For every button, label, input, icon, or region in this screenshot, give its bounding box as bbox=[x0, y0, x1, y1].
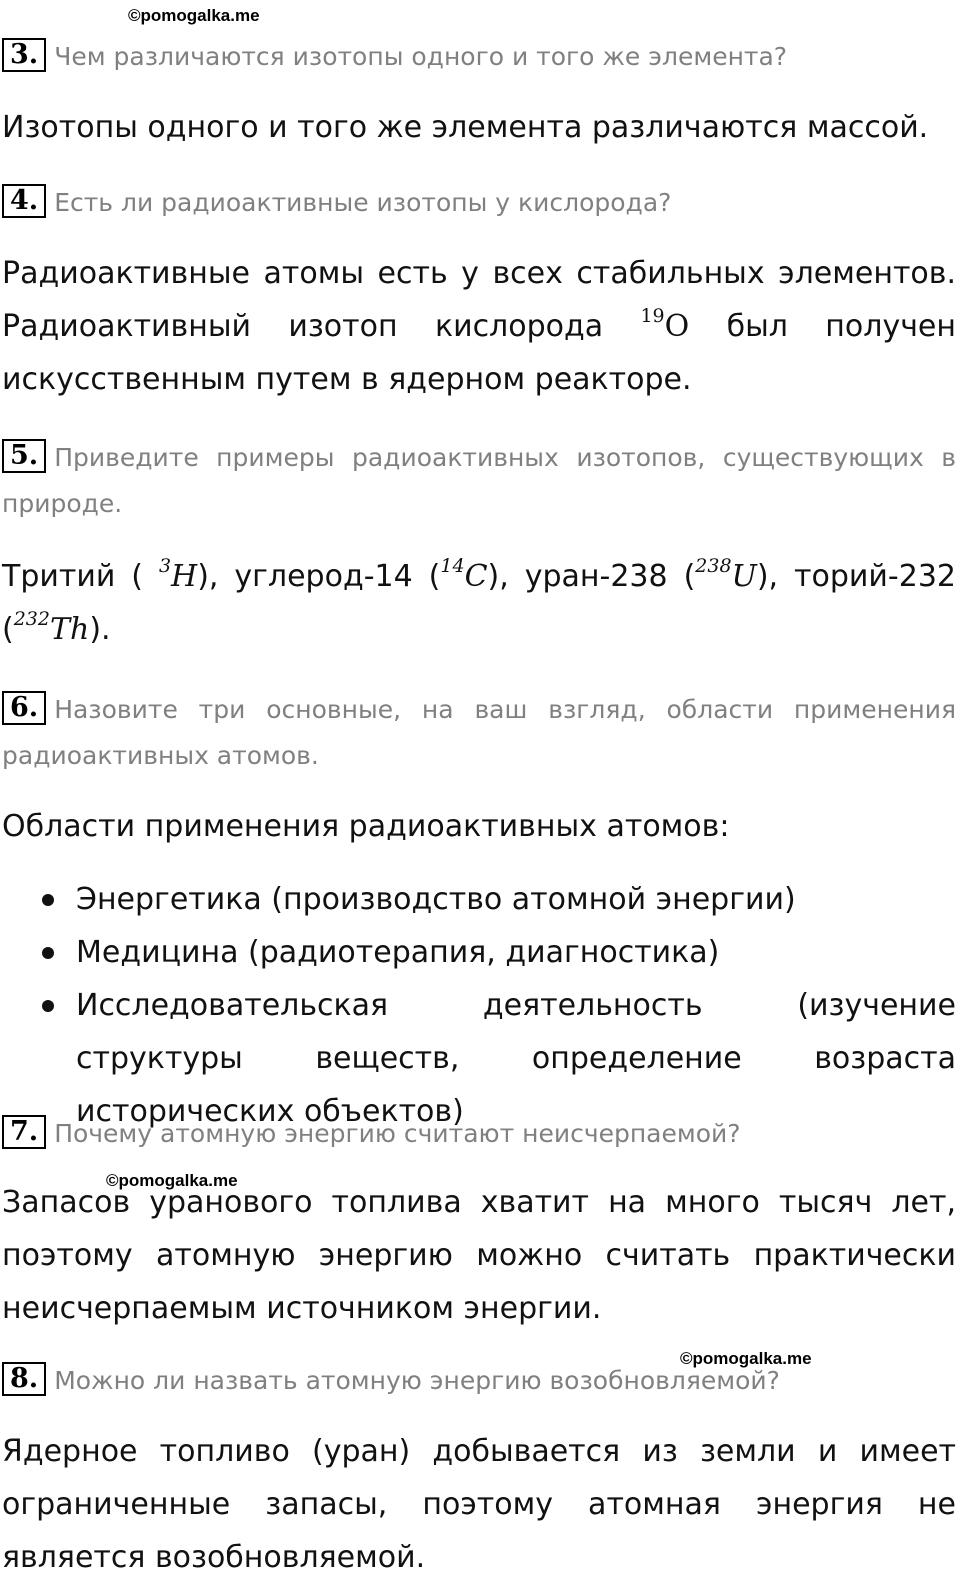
isotope-c14: $^{14}$C bbox=[440, 555, 488, 594]
list-item: Исследовательская деятельность (изучение структуры веществ, определение возраста исторических объектов) bbox=[2, 979, 956, 1138]
list-item: Медицина (радиотерапия, диагностика) bbox=[2, 926, 956, 979]
answer-7: Запасов уранового топлива хватит на много тысяч лет, поэтому атомную энергию можно считать практически неисчерпаемым источником энергии. bbox=[2, 1185, 956, 1326]
isotope-th232: $^{232}$Th bbox=[13, 608, 90, 647]
bullet-icon bbox=[42, 1000, 54, 1012]
answer-6-intro: Области применения радиоактивных атомов: bbox=[2, 809, 730, 844]
question-5 bbox=[2, 435, 956, 527]
question-block-5 bbox=[2, 435, 956, 527]
isotope-u238: $^{238}$U bbox=[695, 555, 757, 594]
answer-text: Радиоактивные атомы есть у всех стабильных элементов. Радиоактивный изотоп кислорода bbox=[2, 256, 956, 344]
answer-5: Тритий ( $^3$H), углерод-14 ($^{14}$C), уран-238 ($^{238}$U), торий-232 ($^{232}$Th). bbox=[2, 555, 956, 647]
question-7 bbox=[2, 1111, 956, 1157]
answer-4 bbox=[2, 247, 956, 406]
question-number: 5. bbox=[2, 439, 46, 473]
isotope-o19: $^{19}$O bbox=[640, 305, 690, 344]
question-number: 7. bbox=[2, 1115, 46, 1149]
question-number: 8. bbox=[2, 1362, 46, 1396]
question-4 bbox=[2, 180, 956, 226]
question-text: Назовите три основные, на ваш взгляд, области применения радиоактивных атомов. bbox=[2, 695, 956, 770]
answer-8: Ядерное топливо (уран) добывается из земли и имеет ограниченные запасы, поэтому атомная энергия не является возобновляемой. bbox=[2, 1434, 956, 1575]
isotope-tritium: $^3$H bbox=[158, 555, 198, 594]
question-6 bbox=[2, 687, 956, 779]
question-block-7 bbox=[2, 1111, 956, 1157]
question-text: Чем различаются изотопы одного и того же элемента? bbox=[54, 42, 788, 71]
question-block-3 bbox=[2, 34, 956, 80]
watermark: ©pomogalka.me bbox=[128, 6, 260, 25]
question-block-6 bbox=[2, 687, 956, 779]
watermark: ©pomogalka.me bbox=[106, 1171, 238, 1190]
question-text: Почему атомную энергию считают неисчерпаемой? bbox=[54, 1119, 741, 1148]
bullet-icon bbox=[42, 894, 54, 906]
question-text: Есть ли радиоактивные изотопы у кислорода? bbox=[54, 188, 672, 217]
answer-text: был получен искусственным путем в ядерном реакторе. bbox=[2, 309, 956, 397]
question-number: 6. bbox=[2, 691, 46, 725]
bullet-icon bbox=[42, 947, 54, 959]
list-item: Энергетика (производство атомной энергии) bbox=[2, 873, 956, 926]
answer-3: Изотопы одного и того же элемента различаются массой. bbox=[2, 110, 929, 145]
question-block-4 bbox=[2, 180, 956, 226]
question-number: 3. bbox=[2, 38, 46, 72]
question-block-8 bbox=[2, 1358, 956, 1404]
question-8 bbox=[2, 1358, 956, 1404]
application-list bbox=[2, 873, 956, 1138]
question-text: Приведите примеры радиоактивных изотопов, существующих в природе. bbox=[2, 443, 956, 518]
question-3 bbox=[2, 34, 956, 80]
watermark: ©pomogalka.me bbox=[680, 1349, 812, 1368]
question-text: Можно ли назвать атомную энергию возобновляемой? bbox=[54, 1366, 780, 1395]
question-number: 4. bbox=[2, 184, 46, 218]
